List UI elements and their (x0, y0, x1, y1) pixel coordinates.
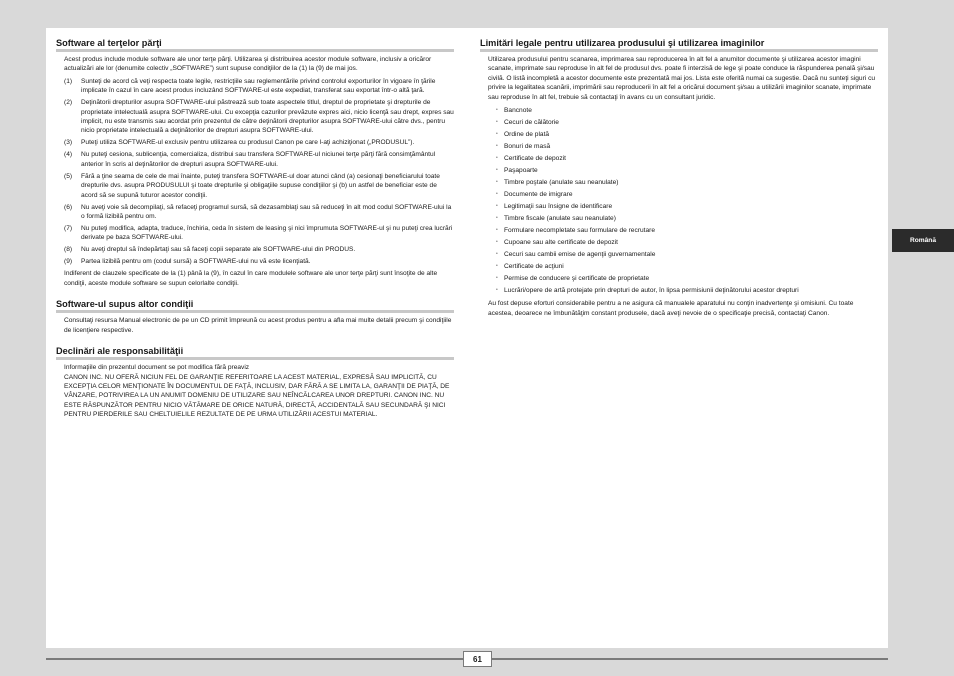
list-item (496, 154, 878, 163)
item-number: (3) (64, 139, 73, 147)
item-text: Nu aveţi voie să decompilaţi, să refaceţi programul sursă, să dezasamblaţi sau să reduceţi în alt mod codul SOFTWARE-ului la o formă lizibilă pentru om. (81, 203, 452, 221)
disclaimer-notice: Informaţiile din prezentul document se pot modifica fără preaviz (64, 364, 250, 372)
list-item-text: Certificate de depozit (504, 155, 566, 163)
item-text: Partea lizibilă pentru om (codul sursă) a SOFTWARE-ului nu vă este licenţiată. (81, 258, 311, 266)
item-number: (7) (64, 225, 73, 233)
document-page (46, 28, 888, 648)
bullet-icon: • (496, 167, 498, 174)
list-item-text: Cupoane sau alte certificate de depozit (504, 239, 618, 247)
item-number: (9) (64, 258, 73, 266)
disclaimer-text: CANON INC. NU OFERĂ NICIUN FEL DE GARANŢIE REFERITOARE LA ACEST MATERIAL, EXPRESĂ SAU IMPLICITĂ, CU EXCEPŢIA CELOR MENŢIONATE ÎN DOCUMENTUL DE FAŢĂ, INCLUSIV, DAR FĂRĂ A SE LIMITA LA, GARANŢII DE PIAŢĂ, DE VÂNZARE, POTRIVIREA LA UN ANUMIT DOMENIU DE UTILIZARE SAU NEÎNCĂLCAREA UNOR DREPTURI. CANON INC. NU ESTE RĂSPUNZĂTOR PENTRU NICIO VĂTĂMARE DE ORICE NATURĂ, DIRECTĂ, ACCIDENTALĂ SAU SECUNDARĂ ŞI NICI PENTRU PIERDERILE SAU CHELTUIELILE REZULTATE DE PE URMA UTILIZĂRII ACESTUI MATERIAL. (64, 373, 450, 419)
section-title-other-conditions: Software-ul supus altor condiţii (56, 299, 454, 313)
section-title-legal-limitations: Limitări legale pentru utilizarea produsului şi utilizarea imaginilor (480, 38, 878, 52)
list-item (496, 202, 878, 211)
list-item (496, 286, 878, 295)
legal-limitations-intro: Utilizarea produsului pentru scanarea, imprimarea sau reproducerea în alt fel a anumitor documente şi utilizarea acestor imagini scanate, imprimate sau reproduse în alt fel de produsul dvs. poate fi interzisă de lege şi poate conduce la răspunderea penală şi/sau civilă. O listă incompletă a acestor documente este prezentată mai jos. Lista este oferită numai ca sugestie. Dacă nu sunteţi siguri cu privire la legalitatea scanării, imprimării sau reproducerii în alt fel a oricărui document şi/sau a utilizării imaginilor scanate, imprimate sau reproduse în alt fel, trebuie să contactaţi în avans cu un consultant juridic. (488, 56, 876, 101)
page-number: 61 (463, 651, 492, 667)
item-text: Puteţi utiliza SOFTWARE-ul exclusiv pentru utilizarea cu produsul Canon pe care l-aţi achiziţionat („PRODUSUL”). (81, 139, 415, 147)
section-title-third-party-software: Software al terţelor părţi (56, 38, 454, 52)
restricted-documents-list (496, 106, 878, 295)
list-item-text: Formulare necompletate sau formulare de recrutare (504, 227, 655, 235)
list-item (64, 172, 454, 200)
left-column (56, 38, 454, 423)
item-number: (8) (64, 246, 73, 254)
list-item-text: Permise de conducere şi certificate de proprietate (504, 275, 650, 283)
list-item (496, 130, 878, 139)
list-item (496, 118, 878, 127)
list-item (496, 106, 878, 115)
list-item (496, 262, 878, 271)
list-item (496, 190, 878, 199)
bullet-icon: • (496, 191, 498, 198)
bullet-icon: • (496, 275, 498, 282)
bullet-icon: • (496, 263, 498, 270)
list-item (64, 257, 454, 266)
other-conditions-text: Consultaţi resursa Manual electronic de pe un CD primit împreună cu acest produs pentru a afla mai multe detalii precum şi condiţiile de licenţiere respective. (64, 317, 452, 334)
third-party-outro: Indiferent de clauzele specificate de la (1) până la (9), în cazul în care modulele software ale unor terţe părţi sunt însoţite de alte condiţii, aceste module software se supun celorlalte condiţii. (64, 270, 438, 287)
bullet-icon: • (496, 179, 498, 186)
list-item-text: Ordine de plată (504, 131, 550, 139)
list-item (496, 226, 878, 235)
list-item (496, 214, 878, 223)
item-number: (2) (64, 99, 73, 107)
bullet-icon: • (496, 119, 498, 126)
list-item-text: Cecuri de călătorie (504, 119, 559, 127)
list-item-text: Timbre poştale (anulate sau neanulate) (504, 179, 619, 187)
list-item (496, 142, 878, 151)
section-title-disclaimers: Declinări ale responsabilităţii (56, 346, 454, 360)
bullet-icon: • (496, 203, 498, 210)
bullet-icon: • (496, 215, 498, 222)
item-text: Nu aveţi dreptul să îndepărtaţi sau să faceţi copii separate ale SOFTWARE-ului din PRODUS. (81, 246, 356, 254)
bullet-icon: • (496, 143, 498, 150)
legal-limitations-outro: Au fost depuse eforturi considerabile pentru a ne asigura că manualele aparatului nu conţin inadvertenţe şi omisiuni. Cu toate acestea, deoarece ne îmbunătăţim constant produsele, dacă aveţi nevoie de o specificaţie precisă, contactaţi Canon. (488, 300, 854, 317)
list-item-text: Paşapoarte (504, 167, 538, 175)
right-column (480, 38, 878, 321)
list-item (64, 138, 454, 147)
item-text: Fără a ţine seama de cele de mai înainte, puteţi transfera SOFTWARE-ul doar atunci când (a) cesionaţi beneficiarului toate drepturile dvs. asupra PRODUSULUI şi toate drepturile şi obligaţiile supuse condiţiilor şi (b) un astfel de beneficiar este de acord să se supună tuturor acestor condiţii. (81, 172, 440, 199)
list-item (64, 77, 454, 96)
item-number: (6) (64, 203, 73, 211)
bullet-icon: • (496, 155, 498, 162)
item-text: Sunteţi de acord că veţi respecta toate legile, restricţiile sau reglementările privind controlul exporturilor în vigoare în ţările implicate în cazul în care acest produs incluzând SOFTWARE-ul este expediat, transferat sau exportat într-o altă ţară. (81, 77, 436, 95)
list-item-text: Legitimaţii sau însigne de identificare (504, 203, 613, 211)
list-item-text: Bancnote (504, 107, 532, 115)
item-number: (5) (64, 172, 73, 180)
list-item-text: Timbre fiscale (anulate sau neanulate) (504, 215, 616, 223)
list-item-text: Certificate de acţiuni (504, 263, 564, 271)
list-item (496, 238, 878, 247)
list-item (64, 98, 454, 136)
list-item (496, 250, 878, 259)
item-number: (4) (64, 151, 73, 159)
list-item (64, 203, 454, 222)
item-text: Nu puteţi cesiona, sublicenţia, comercializa, distribui sau transfera SOFTWARE-ul niciunei terţe părţi fără consimţământul anterior în scris al deţinătorilor de drepturi asupra SOFTWARE-ului. (81, 151, 436, 168)
bullet-icon: • (496, 131, 498, 138)
bullet-icon: • (496, 287, 498, 294)
bullet-icon: • (496, 239, 498, 246)
list-item (496, 274, 878, 283)
item-number: (1) (64, 77, 73, 85)
bullet-icon: • (496, 107, 498, 114)
list-item (496, 178, 878, 187)
list-item-text: Cecuri sau cambii emise de agenţii guvernamentale (504, 251, 656, 259)
third-party-intro: Acest produs include module software ale unor terţe părţi. Utilizarea şi distribuirea acestor module software, inclusiv a oricăror actualizări ale lor (denumite colectiv „SOFTWARE”) sunt supuse condiţiilor de la (1) la (9) de mai jos. (64, 56, 432, 73)
list-item (64, 224, 454, 243)
item-text: Deţinătorii drepturilor asupra SOFTWARE-ului păstrează sub toate aspectele titlul, dreptul de proprietate şi drepturile de proprietate intelectuală asupra SOFTWARE-ului. Cu excepţia cazurilor prevăzute expres aici, nicio licenţă sau drept, expres sau implicit, nu este transmis sau acordat prin prezentul de către deţinătorii drepturilor asupra SOFTWARE-ului către dvs., pentru nicio proprietate intelectuală a deţinătorilor de drepturi asupra SOFTWARE-ului. (81, 99, 454, 135)
list-item (64, 150, 454, 169)
list-item-text: Lucrări/opere de artă protejate prin drepturi de autor, în lipsa permisiunii deţinătorului acestor drepturi (504, 287, 799, 295)
list-item (64, 245, 454, 254)
bullet-icon: • (496, 227, 498, 234)
language-tab: Română (892, 229, 954, 252)
list-item-text: Documente de imigrare (504, 191, 573, 199)
bullet-icon: • (496, 251, 498, 258)
list-item-text: Bonuri de masă (504, 143, 551, 151)
list-item (496, 166, 878, 175)
item-text: Nu puteţi modifica, adapta, traduce, închiria, ceda în sistem de leasing şi nici împrumuta SOFTWARE-ul şi nu puteţi crea lucrări derivate pe baza SOFTWARE-ului. (81, 225, 453, 242)
